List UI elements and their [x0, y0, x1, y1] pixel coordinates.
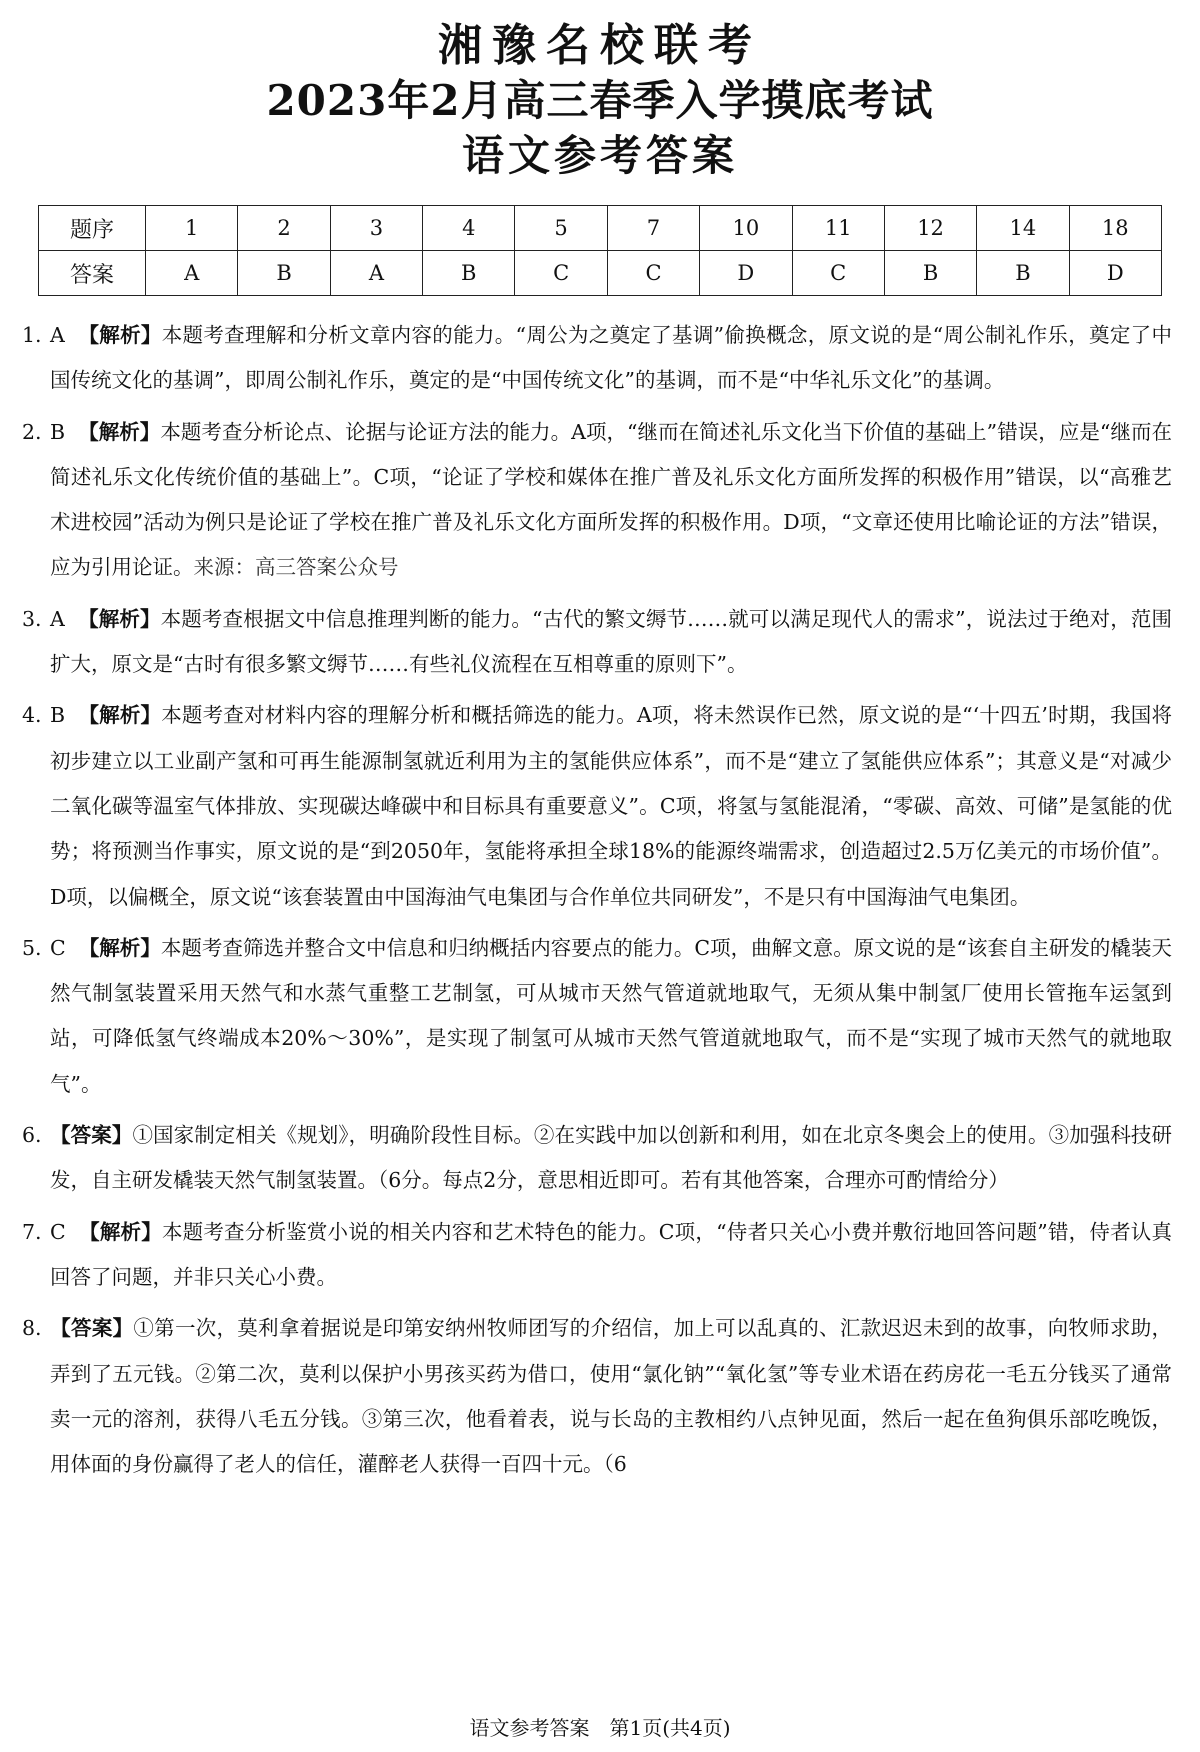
- item-text: 本题考查分析论点、论据与论证方法的能力。A项，“继而在简述礼乐文化当下价值的基础上”错误，应是“继而在简述礼乐文化传统价值的基础上”。C项，“论证了学校和媒体在推广普及礼乐文化方面所发挥的积极作用”错误，以“高雅艺术进校园”活动为例只是论证了学校在推广普及礼乐文化方面所发挥的积极作用。D项，“文章还使用比喻论证的方法”错误，应为引用论证。: [50, 419, 1172, 580]
- answer-cell: A: [330, 251, 422, 296]
- answer-cell: C: [792, 251, 884, 296]
- item-text: 本题考查对材料内容的理解分析和概括筛选的能力。A项，将未然误作已然，原文说的是“‘十四五’时期，我国将初步建立以工业副产氢和可再生能源制氢就近利用为主的氢能供应体系”，而不是“建立了氢能供应体系”；其意义是“对减少二氧化碳等温室气体排放、实现碳达峰碳中和目标具有重要意义”。C项，将氢与氢能混淆，“零碳、高效、可储”是氢能的优势；将预测当作事实，原文说的是“到2050年，氢能将承担全球18%的能源终端需求，创造超过2.5万亿美元的市场价值”。D项，以偏概全，原文说“该套装置由中国海油气电集团与合作单位共同研发”，不是只有中国海油气电集团。: [50, 703, 1172, 909]
- question-number-cell: 10: [700, 206, 792, 251]
- explanation-item-3: [22, 597, 1172, 688]
- item-text: 本题考查筛选并整合文中信息和归纳概括内容要点的能力。C项，曲解文意。原文说的是“该套自主研发的橇装天然气制氢装置采用天然气和水蒸气重整工艺制氢，可从城市天然气管道就地取气，无须从集中制氢厂使用长管拖车运氢到站，可降低氢气终端成本20%～30%”，是实现了制氢可从城市天然气管道就地取气，而不是“实现了城市天然气的就地取气”。: [50, 935, 1172, 1096]
- answer-cell: A: [146, 251, 238, 296]
- item-text: 本题考查分析鉴赏小说的相关内容和艺术特色的能力。C项，“侍者只关心小费并敷衍地回答问题”错，侍者认真回答了问题，并非只关心小费。: [50, 1219, 1172, 1289]
- question-number-cell: 18: [1069, 206, 1161, 251]
- explanation-item-2: [22, 410, 1172, 591]
- item-number: 7.: [22, 1219, 42, 1244]
- answer-cell: D: [700, 251, 792, 296]
- answer-table: [38, 205, 1162, 296]
- item-number: 4.: [22, 703, 42, 728]
- answer-cell: B: [238, 251, 330, 296]
- explanation-item-6: [22, 1113, 1172, 1204]
- item-tag: 【解析】: [78, 606, 161, 631]
- exam-name-title: 2023年2月高三春季入学摸底考试: [266, 76, 934, 125]
- row-label-number: 题序: [39, 206, 146, 251]
- item-tag: 【解析】: [79, 1219, 162, 1244]
- question-number-cell: 12: [884, 206, 976, 251]
- item-text: ①国家制定相关《规划》，明确阶段性目标。②在实践中加以创新和利用，如在北京冬奥会上的使用。③加强科技研发，自主研发橇装天然气制氢装置。（6分。每点2分，意思相近即可。若有其他答案，合理亦可酌情给分）: [50, 1123, 1173, 1193]
- item-tag: 【解析】: [78, 935, 161, 960]
- item-text: 本题考查理解和分析文章内容的能力。“周公为之奠定了基调”偷换概念，原文说的是“周公制礼作乐，奠定了中国传统文化的基调”，即周公制礼作乐，奠定的是“中国传统文化”的基调，而不是“中华礼乐文化”的基调。: [50, 323, 1172, 393]
- answer-cell: B: [977, 251, 1069, 296]
- item-answer: A: [50, 323, 65, 347]
- question-number-row: [39, 206, 1162, 251]
- item-text: ①第一次，莫利拿着据说是印第安纳州牧师团写的介绍信，加上可以乱真的、汇款迟迟未到的故事，向牧师求助，弄到了五元钱。②第二次，莫利以保护小男孩买药为借口，使用“氯化钠”“氧化氢”等专业术语在药房花一毛五分钱买了通常卖一元的溶剂，获得八毛五分钱。③第三次，他看着表，说与长岛的主教相约八点钟见面，然后一起在鱼狗俱乐部吃晚饭，用体面的身份赢得了老人的信任，灌醉老人获得一百四十元。（6: [50, 1316, 1172, 1477]
- answer-row: [39, 251, 1162, 296]
- item-number: 3.: [22, 606, 42, 631]
- explanation-item-1: [22, 313, 1172, 404]
- item-number: 1.: [22, 323, 42, 347]
- item-number: 2.: [22, 419, 42, 444]
- explanation-list: [22, 313, 1172, 1493]
- source-note: 来源：高三答案公众号: [193, 555, 399, 580]
- answer-cell: B: [884, 251, 976, 296]
- explanation-item-8: [22, 1306, 1172, 1487]
- item-number: 8.: [22, 1316, 42, 1341]
- item-tag: 【解析】: [78, 323, 162, 347]
- item-number: 5.: [22, 935, 42, 960]
- answer-cell: D: [1069, 251, 1161, 296]
- item-tag: 【答案】: [50, 1123, 133, 1148]
- item-number: 6.: [22, 1123, 42, 1148]
- row-label-answer: 答案: [39, 251, 146, 296]
- item-answer: B: [50, 419, 66, 444]
- exam-union-title: 湘豫名校联考: [438, 20, 762, 71]
- item-text: 本题考查根据文中信息推理判断的能力。“古代的繁文缛节……就可以满足现代人的需求”，说法过于绝对，范围扩大，原文是“古时有很多繁文缛节……有些礼仪流程在互相尊重的原则下”。: [50, 606, 1172, 677]
- answer-key-title: 语文参考答案: [461, 131, 738, 180]
- page-footer: 语文参考答案 第1页(共4页): [469, 1716, 731, 1740]
- answer-cell: C: [607, 251, 699, 296]
- item-tag: 【解析】: [78, 703, 162, 728]
- answer-cell: B: [423, 251, 515, 296]
- explanation-item-4: [22, 693, 1172, 919]
- question-number-cell: 1: [146, 206, 238, 251]
- question-number-cell: 2: [238, 206, 330, 251]
- item-tag: 【解析】: [78, 419, 161, 444]
- item-tag: 【答案】: [50, 1316, 134, 1341]
- title-block: [0, 18, 1200, 184]
- explanation-item-5: [22, 926, 1172, 1107]
- item-answer: C: [50, 1219, 66, 1244]
- question-number-cell: 5: [515, 206, 607, 251]
- item-answer: C: [50, 935, 66, 960]
- question-number-cell: 3: [330, 206, 422, 251]
- question-number-cell: 11: [792, 206, 884, 251]
- question-number-cell: 14: [977, 206, 1069, 251]
- item-answer: B: [50, 703, 66, 728]
- question-number-cell: 4: [423, 206, 515, 251]
- item-answer: A: [50, 606, 65, 631]
- answer-cell: C: [515, 251, 607, 296]
- explanation-item-7: [22, 1210, 1172, 1301]
- question-number-cell: 7: [607, 206, 699, 251]
